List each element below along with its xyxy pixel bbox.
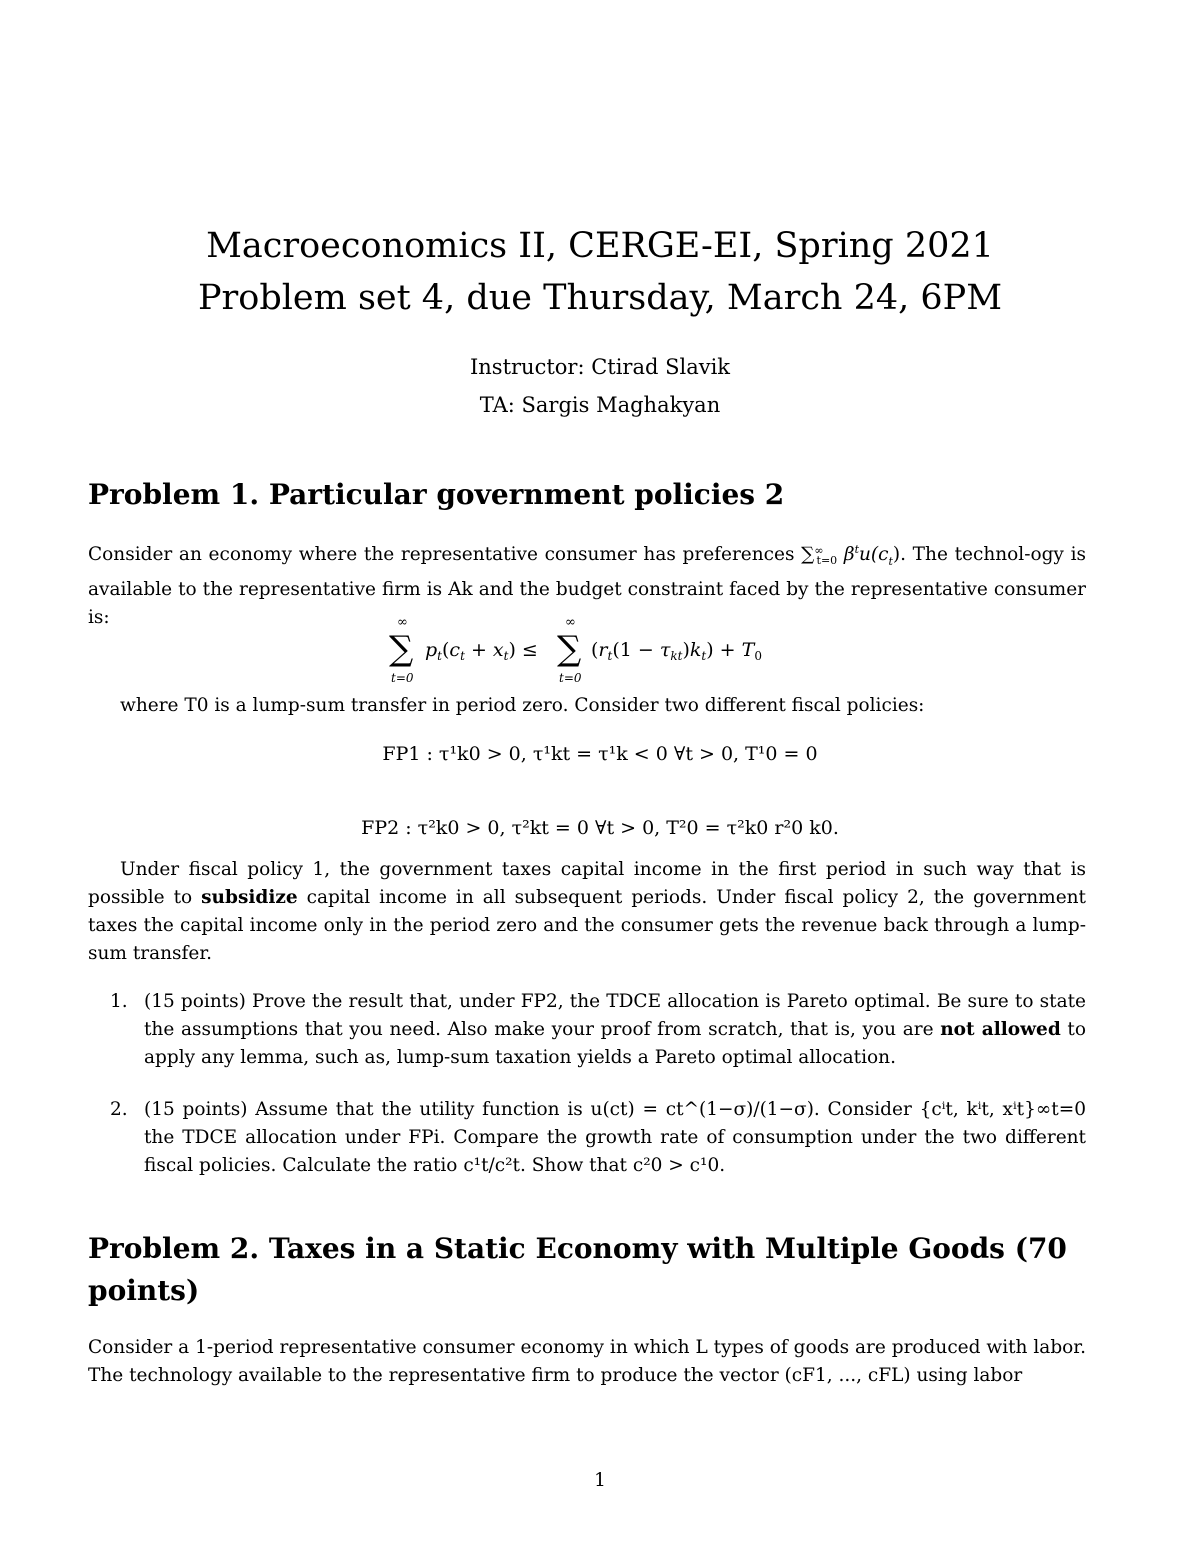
budget-constraint-svg xyxy=(385,610,815,690)
instructor-line: Instructor: Ctirad Slavik xyxy=(469,355,731,379)
sum1-lower: t=0 xyxy=(391,671,414,685)
para-text-b: capital income in all subsequent periods. Under fiscal policy 2, the government taxes the capital income only in the period zero and the consumer gets the revenue back through a lump-sum transfer. xyxy=(88,887,1086,964)
problem1-item-2 xyxy=(110,1096,1086,1180)
where-line: where T0 is a lump-sum transfer in period zero. Consider two different fiscal policies: xyxy=(120,695,925,716)
item1-text-b: to apply any lemma, such as, lump-sum taxation yields a Pareto optimal allocation. xyxy=(144,1019,1086,1068)
sum1-symbol: ∑ xyxy=(389,629,414,669)
ta-line: TA: Sargis Maghakyan xyxy=(479,393,721,417)
item-number: 2. xyxy=(110,1099,128,1120)
sum1-upper: ∞ xyxy=(397,615,408,630)
problem1-heading: Problem 1. Particular government policies 2 xyxy=(88,478,785,511)
problem1-item-1 xyxy=(110,988,1086,1072)
sum2-symbol: ∑ xyxy=(557,629,582,669)
sum2-upper: ∞ xyxy=(565,615,576,630)
problem2-text: Consider a 1-period representative consumer economy in which L types of goods are produced with labor. The technology available to the representative firm to produce the vector (cF1, ..., cFL) using labor xyxy=(88,1337,1086,1386)
para-bold: subsidize xyxy=(201,887,298,908)
sum2-lower: t=0 xyxy=(559,671,582,685)
problem1-paragraph xyxy=(88,856,1086,968)
para-text-a: Under fiscal policy 1, the government taxes capital income in the first period in such way that is possible to xyxy=(88,859,1086,908)
item2-text: (15 points) Assume that the utility function is u(ct) = ct^(1−σ)/(1−σ). Consider {cⁱt, kⁱt, xⁱt}∞t=0 the TDCE allocation under FPi. Compare the growth rate of consumption under the two different fiscal policies. Calculate the ratio c¹t/c²t. Show that c²0 > c¹0. xyxy=(144,1099,1086,1176)
page-number: 1 xyxy=(594,1470,606,1491)
document-title: Macroeconomics II, CERGE-EI, Spring 2021 xyxy=(206,226,994,266)
intro-sum-limits: ∞ xyxy=(814,544,824,558)
intro-text-a: Consider an economy where the representative consumer has preferences ∑ xyxy=(88,544,815,566)
item1-text-a: (15 points) Prove the result that, under FP2, the TDCE allocation is Pareto optimal. Be sure to state the assumptions that you need. Also make your proof from scratch, that is, you are xyxy=(144,991,1086,1040)
problem1-intro: Consider an economy where the representative consumer has preferences $\sum^\infty_{t=0}$ $\beta^tu(c_t)$. The technol-ogy is available to the representative firm is Ak and the budget constraint faced by the representative consumer is: xyxy=(88,543,1086,628)
rhs-terms: $(r_t(1 - \tau_{kt})k_t) + T_0$ xyxy=(591,639,762,663)
intro-utility: u(c xyxy=(858,544,889,566)
fiscal-policy-1: FP1 : τ¹k0 > 0, τ¹kt = τ¹k < 0 ∀t > 0, T¹0 = 0 xyxy=(382,743,818,765)
document-subtitle: Problem set 4, due Thursday, March 24, 6PM xyxy=(197,278,1003,318)
item-number: 1. xyxy=(110,991,128,1012)
problem2-heading-line2: points) xyxy=(88,1274,200,1307)
item1-bold: not allowed xyxy=(940,1019,1061,1040)
problem2-heading-line1: Problem 2. Taxes in a Static Economy with Multiple Goods (70 xyxy=(88,1232,1067,1265)
budget-constraint-equation xyxy=(385,610,815,690)
fiscal-policy-2: FP2 : τ²k0 > 0, τ²kt = 0 ∀t > 0, T²0 = τ²k0 r²0 k0. xyxy=(361,817,839,839)
lhs-terms: $p_t(c_t + x_t)$ ≤ xyxy=(425,639,538,663)
intro-text-c: ). The technol-ogy is available to the representative firm is Ak and the budget constraint faced by the representative consumer is: xyxy=(88,544,1086,628)
